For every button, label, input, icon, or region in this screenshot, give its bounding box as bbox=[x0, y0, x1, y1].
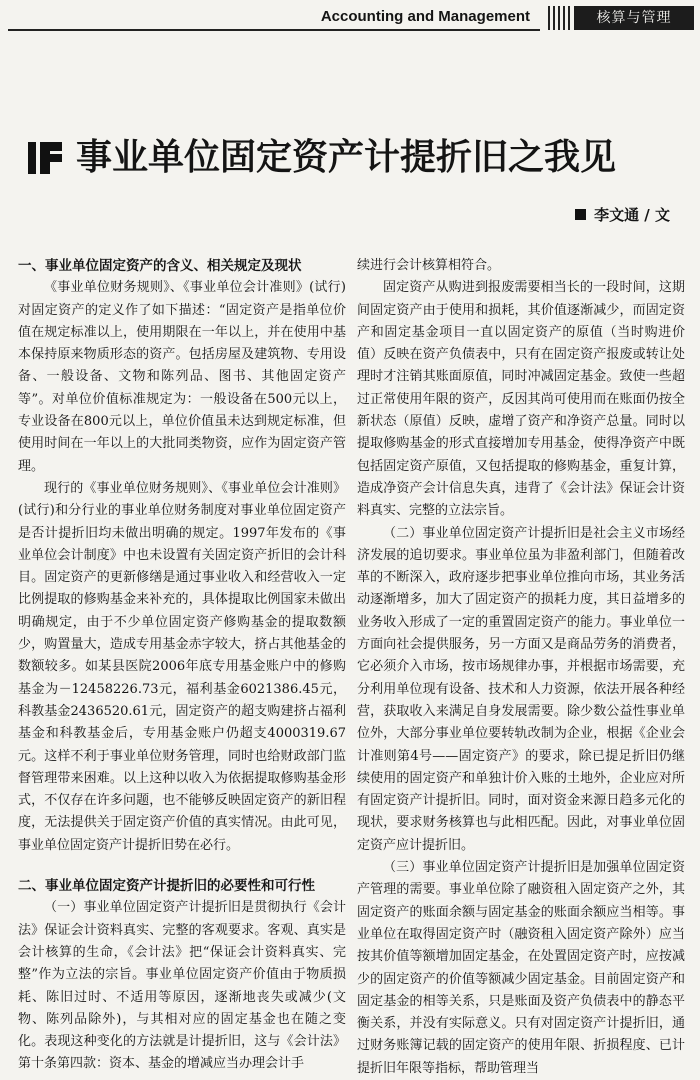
body-paragraph: 现行的《事业单位财务规则》、《事业单位会计准则》(试行)和分行业的事业单位财务制度对事业单位固定资产是否计提折旧均未做出明确的规定。1997年发布的《事业单位会计制度》中也未设置有关固定资产折旧的会计科目。固定资产的更新修缮是通过事业收入和经营收入一定比例提取的修购基金来补充的，具体提取比例国家未做出明确规定，由于不少单位固定资产修购基金的提取数额少，购置量大，造成专用基金赤字较大，挤占其他基金的数额较多。如某县医院2006年底专用基金账户中的修购基金为－12458226.73元，福利基金6021386.45元，科教基金2436520.61元，固定资产的超支购建挤占福利基金和科教基金后，专用基金账户仍超支4000319.67元。这样不利于事业单位财务管理，同时也给财政部门监督管理带来困难。以上这种以收入为依据提取修购基金形式，不仅存在许多问题，也不能够反映固定资产的新旧程度，无法提供关于固定资产价值的真实情况。由此可见，事业单位固定资产计提折旧势在必行。 bbox=[18, 480, 346, 853]
author-byline bbox=[575, 204, 670, 225]
left-column bbox=[18, 255, 346, 1072]
section-heading: 二、事业单位固定资产计提折旧的必要性和可行性 bbox=[18, 878, 315, 895]
body-paragraph: （一）事业单位固定资产计提折旧是贯彻执行《会计法》保证会计资料真实、完整的客观要求。客观、真实是会计核算的生命，《会计法》把“保证会计资料真实、完整”作为立法的宗旨。事业单位固定资产价值由于物质损耗、陈旧过时、不适用等原因，逐渐地丧失或减少(文物、陈列品除外)，与其相对应的固定基金也在随之变化。表现这种变化的方法就是计提折旧，这与《会计法》第十条第四款：资本、基金的增减应当办理会计手 bbox=[18, 900, 346, 1072]
author-name: 李文通 / 文 bbox=[594, 206, 670, 224]
section-label: 核算与管理 bbox=[574, 6, 694, 30]
byline-square-icon bbox=[575, 209, 586, 220]
right-column bbox=[357, 255, 685, 1076]
body-paragraph-continued: 续进行会计核算相符合。 bbox=[357, 258, 501, 273]
journal-english-title: Accounting and Management bbox=[320, 8, 530, 25]
header-rule bbox=[8, 29, 540, 31]
body-paragraph: （三）事业单位固定资产计提折旧是加强单位固定资产管理的需要。事业单位除了融资租入固定资产之外，其固定资产的账面余额与固定基金的账面余额应当相等。事业单位在取得固定资产时（融资租入固定资产除外）应当按其价值等额增加固定基金，在处置固定资产时，应按减少的固定资产的价值等额减少固定基金。目前固定资产和固定基金的相等关系，只是账面及资产负债表中的静态平衡关系，并没有实际意义。只有对固定资产计提折旧，通过财务账簿记载的固定资产的使用年限、折损程度、已计提折旧年限等指标，帮助管理当 bbox=[357, 860, 685, 1076]
body-paragraph: 固定资产从购进到报废需要相当长的一段时间，这期间固定资产由于使用和损耗，其价值逐渐减少，而固定资产和固定基金项目一直以固定资产的原值（当时购进价值）反映在资产负债表中，只有在固定资产报废或转让处理时才注销其账面原值，同时冲减固定基金。致使一些超过正常使用年限的资产，反因其尚可使用而在账面仍按全新状态（原值）反映，虚增了资产和净资产总量。同时以提取修购基金的形式直接增加专用基金，使得净资产中既包括固定资产原值，又包括提取的修购基金，重复计算，造成净资产会计信息失真，违背了《会计法》保证会计资料真实、完整的立法宗旨。 bbox=[357, 280, 685, 519]
section-heading: 一、事业单位固定资产的含义、相关规定及现状 bbox=[18, 258, 302, 274]
body-paragraph: 《事业单位财务规则》、《事业单位会计准则》(试行)对固定资产的定义作了如下描述：“固定资产是指单位价值在规定标准以上，使用期限在一年以上，并在使用中基本保持原来物质形态的资产。包括房屋及建筑物、专用设备、一般设备、文物和陈列品、图书、其他固定资产等”。对单位价值标准规定为：一般设备在500元以上，专业设备在800元以上，单位价值虽未达到规定标准，但使用时间在一年以上的大批同类物资，应作为固定资产管理。 bbox=[18, 280, 346, 474]
body-paragraph: （二）事业单位固定资产计提折旧是社会主义市场经济发展的追切要求。事业单位虽为非盈利部门，但随着改革的不断深入，政府逐步把事业单位推向市场，其业务活动逐渐增多，加大了固定资产的损耗力度，其日益增多的业务收入形成了一定的重置固定资产的能力。事业单位一方面向社会提供服务，另一方面又是商品劳务的消费者，它必须介入市场，按市场规律办事，并根据市场需要，充分利用单位现有设备、技术和人力资源，依法开展各种经营，获取收入来满足自身发展需要。除少数公益性事业单位外，大部分事业单位要转轨改制为企业，根据《企业会计准则第4号——固定资产》的要求，除已提足折旧仍继续使用的固定资产和单独计价入账的土地外，企业应对所有固定资产计提折旧。同时，面对资金来源日趋多元化的现状，要求财务核算也与此相匹配。因此，对事业单位固定资产应计提折旧。 bbox=[357, 525, 685, 853]
article-title: 事业单位固定资产计提折旧之我见 bbox=[76, 137, 617, 178]
journal-header bbox=[0, 0, 700, 36]
header-stripes-decoration bbox=[548, 6, 570, 30]
title-mark-icon bbox=[28, 140, 64, 174]
